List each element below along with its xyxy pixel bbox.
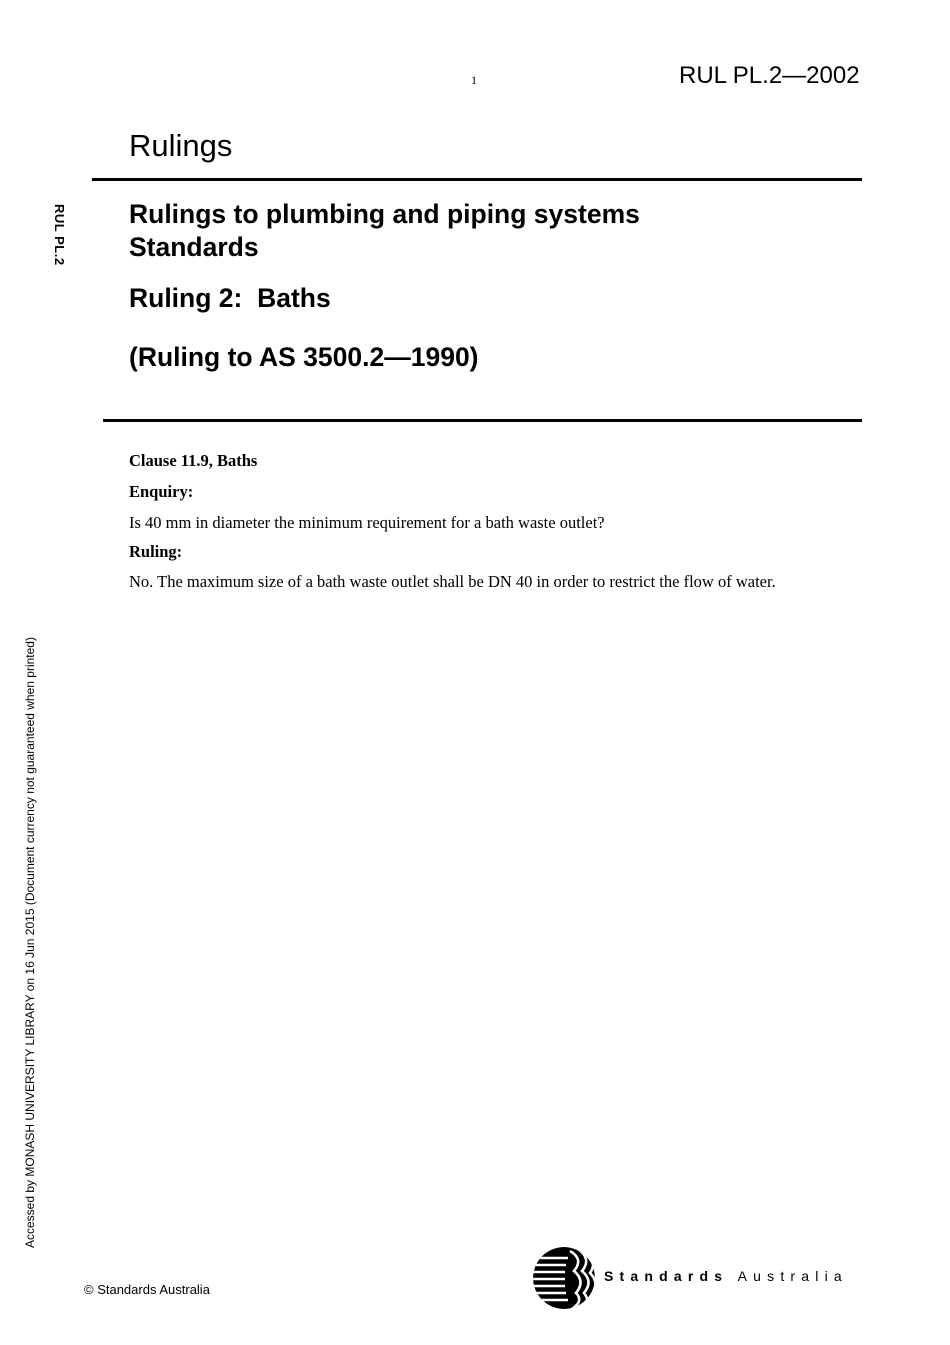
- copyright-notice: © Standards Australia: [84, 1282, 210, 1297]
- standards-australia-logo-icon: [532, 1245, 600, 1311]
- title-line-1: Rulings to plumbing and piping systems: [129, 199, 640, 229]
- ruling-reference: (Ruling to AS 3500.2—1990): [129, 342, 479, 372]
- clause-heading: Clause 11.9, Baths: [129, 451, 258, 470]
- access-notice: Accessed by MONASH UNIVERSITY LIBRARY on 16 Jun 2015 (Document currency not guaranteed when printed): [23, 637, 37, 1248]
- enquiry-text: Is 40 mm in diameter the minimum requirement for a bath waste outlet?: [129, 513, 605, 532]
- document-reference: RUL PL.2—2002: [679, 62, 860, 89]
- brand-wordmark: [604, 1268, 848, 1284]
- ruling-subtitle: Ruling 2: Baths: [129, 283, 331, 313]
- section-heading: Rulings: [129, 128, 233, 163]
- brand-word-standards: Standards: [604, 1268, 729, 1284]
- brand-word-australia: Australia: [737, 1268, 848, 1284]
- document-title: [129, 198, 640, 264]
- side-document-code: RUL PL.2: [52, 204, 67, 266]
- enquiry-heading: Enquiry:: [129, 482, 194, 501]
- top-divider: [92, 178, 862, 181]
- bottom-divider: [103, 419, 862, 422]
- ruling-text: No. The maximum size of a bath waste outlet shall be DN 40 in order to restrict the flow of water.: [129, 572, 776, 591]
- page-number: 1: [471, 73, 477, 87]
- ruling-heading: Ruling:: [129, 542, 183, 561]
- title-line-2: Standards: [129, 232, 259, 262]
